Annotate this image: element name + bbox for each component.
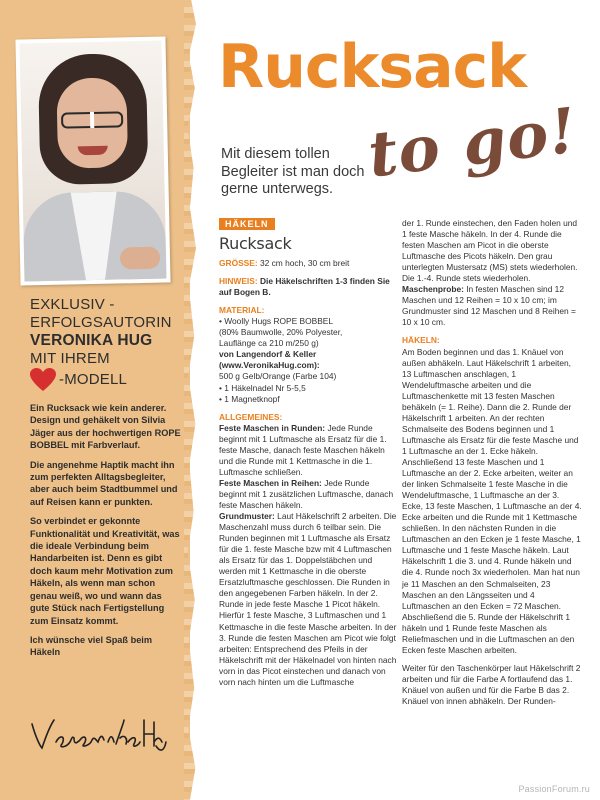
pattern-title: Rucksack	[219, 234, 292, 254]
category-tag: HÄKELN	[219, 218, 275, 230]
continued-text: der 1. Runde einstechen, den Faden holen und 1 feste Masche häkeln. In der 4. Runde die festen Maschen am Picot in die oberste Luftmasche des Picots häkeln. Den grau unterlegten Mustersatz (MS) stets wiederholen. Die 1.-4. Runde stets wiederholen.	[402, 218, 578, 284]
author-line-1: EXKLUSIV -	[30, 296, 115, 313]
material-line-1: • Woolly Hugs ROPE BOBBEL	[219, 316, 334, 327]
fm-rounds-text: Jede Runde beginnt mit 1 Luftmasche als Ersatz für die 1. feste Masche, danach feste Maschen häkeln und die Runde mit 1 Kettmasche in die 1. Luftmasche schließen.	[219, 422, 387, 477]
sidebar-description	[30, 402, 182, 666]
page-title: Rucksack	[218, 32, 527, 102]
material-line-2: (80% Baumwolle, 20% Polyester,	[219, 327, 343, 338]
article-column-2	[402, 218, 582, 707]
sidebar-paragraph-3: So verbindet er gekonnte Funktionalität und Kreativität, was die ideale Verbindung beim Handarbeiten ist. Denn es gibt doch kaum mehr Motivation zum Häkeln, als wenn man schon genau weiß, wo und wann das gute Stück nach Fertigstellung zum Einsatz kommt.	[30, 516, 180, 626]
fm-rows-label: Feste Maschen in Reihen:	[219, 477, 322, 488]
material-line-8: • 1 Magnetknopf	[219, 393, 280, 404]
note-label: HINWEIS:	[219, 276, 258, 287]
gauge-text: In festen Maschen sind 12 Maschen und 12 Reihen = 10 x 10 cm; im Grundmuster sind 12 Maschen und 8 Reihen = 10 x 10 cm.	[402, 284, 576, 328]
heart-icon	[30, 368, 56, 392]
sidebar-paragraph-2: Die angenehme Haptik macht ihn zum perfekten Alltagsbegleiter, aber auch beim Stadtbummel und auf Reisen kann er punkten.	[30, 459, 178, 507]
general-label: ALLGEMEINES:	[219, 411, 283, 422]
sidebar-paragraph-1: Ein Rucksack wie kein anderer. Design und gehäkelt von Silvia Jäger aus der hochwertigen ROPE BOBBEL mit Farbverlauf.	[30, 403, 181, 451]
fm-rounds-label: Feste Maschen in Runden:	[219, 422, 326, 433]
crochet-text: Am Boden beginnen und das 1. Knäuel von außen abhäkeln. Laut Häkelschrift 1 arbeiten, 13 Luftmaschen anschlagen, 1 Wendeluftmasche arbeiten und die Luftmaschenkette mit 13 festen Maschen behäkeln (= 1. Reihe). Dann die 2. Runde der Häkelschrift 1 arbeiten. An der rechten Schmalseite des Bodens beginnen und 1 Luftmasche als Ersatz für die feste Masche und 1 Luftmasche an der 1. Ecke häkeln. Anschließend 13 feste Maschen und 1 Luftmasche an der 2. Ecke arbeiten, weiter an der linken Schmalseite 1 feste Masche in die Wendeluftmasche, 1 Luftmasche an der 3. Ecke, 13 feste Maschen, 1 Luftmasche an der 4. Ecke arbeiten und die Runde mit 1 Kettmasche schließen. In den nächsten Runden in die Luftmaschen an den Ecken je 1 feste Masche, 1 Luftmasche und 1 feste Masche häkeln. Laut Häkelschrift 1 die 3. und 4. Runde häkeln und die 4. Runde noch 3x wiederholen. Man hat nun je 11 Maschen an den Schmalseiten, 23 Maschen an den Längsseiten und 4 Luftmaschen an den Ecken = 72 Maschen. Abschließend die 5. Runde der Häkelschrift 1 häkeln und 1 Runde feste Maschen als Reliefmaschen und in die Luftmaschen an den Ecken feste Maschen arbeiten.	[402, 346, 582, 655]
base-pattern-label: Grundmuster:	[219, 511, 275, 522]
material-line-3: Lauflänge ca 210 m/250 g)	[219, 338, 319, 349]
note-text: Die Häkelschriften 1-3 finden Sie auf Bogen B.	[219, 276, 390, 298]
watermark: PassionForum.ru	[518, 784, 590, 794]
article-column-1	[219, 218, 397, 688]
fm-rounds-paragraph	[219, 423, 397, 478]
page-subtitle: Mit diesem tollen Begleiter ist man doch gerne unterwegs.	[221, 146, 365, 197]
material-line-4: von Langendorf & Keller	[219, 349, 317, 360]
author-line-3: MIT IHREM	[30, 350, 110, 367]
gauge-paragraph	[402, 284, 582, 328]
size-text: 32 cm hoch, 30 cm breit	[259, 258, 350, 269]
material-line-7: • 1 Häkelnadel Nr 5-5,5	[219, 382, 306, 393]
size-line	[219, 258, 397, 269]
note-line	[219, 276, 397, 298]
to-go-lettering: to go!	[364, 93, 582, 192]
fm-rows-paragraph	[219, 478, 397, 511]
fm-rows-text: Jede Runde beginnt mit 1 zusätzlichen Luftmasche, danach feste Maschen häkeln.	[219, 477, 394, 510]
gauge-label: Maschenprobe:	[402, 284, 464, 295]
material-label: MATERIAL:	[219, 305, 265, 316]
material-line-6: 500 g Gelb/Orange (Farbe 104)	[219, 371, 337, 382]
base-pattern-paragraph	[219, 511, 397, 688]
body-text: Weiter für den Taschenkörper laut Häkelschrift 2 arbeiten und für die Farbe A fortlaufend das 1. Knäuel von außen und für die Farbe B das 2. Knäuel von innen abhäkeln. Der Runden-	[402, 662, 581, 706]
sidebar	[0, 0, 190, 800]
material-line-5: (www.VeronikaHug.com):	[219, 360, 320, 371]
sidebar-paragraph-4: Ich wünsche viel Spaß beim Häkeln	[30, 634, 153, 658]
size-label: GRÖSSE:	[219, 258, 258, 269]
author-intro	[30, 296, 188, 392]
signature	[28, 712, 168, 754]
author-photo	[15, 36, 170, 285]
author-line-4: -MODELL	[59, 371, 128, 388]
author-line-2: ERFOLGSAUTORIN	[30, 314, 172, 331]
author-name: VERONIKA HUG	[30, 332, 153, 349]
crochet-label: HÄKELN:	[402, 335, 440, 346]
author-portrait	[20, 41, 167, 282]
base-pattern-text: Laut Häkelschrift 2 arbeiten. Die Maschenzahl muss durch 6 teilbar sein. Die Runden beginnen mit 1 Luftmasche als Ersatz für die 1. feste Masche bzw mit 4 Luftmaschen als Ersatz für das 1. Doppelstäbchen und werden mit 1 Kettmasche in die oberste Ersatzluftmasche geschlossen. Die Runden in den angegebenen Farben häkeln. In der 2. Runde in jede feste Masche 1 Picot häkeln. Hierfür 1 feste Masche, 3 Luftmaschen und 1 Kettmasche in die feste Masche arbeiten. In der 3. Runde die festen Maschen am Picot wie folgt arbeiten: Entsprechend des Pfeils in der Häkelschrift mit der Häkelnadel von hinten nach vorn in das Picot einstechen und danach von vorn nach hinten um die Luftmasche	[219, 511, 397, 687]
